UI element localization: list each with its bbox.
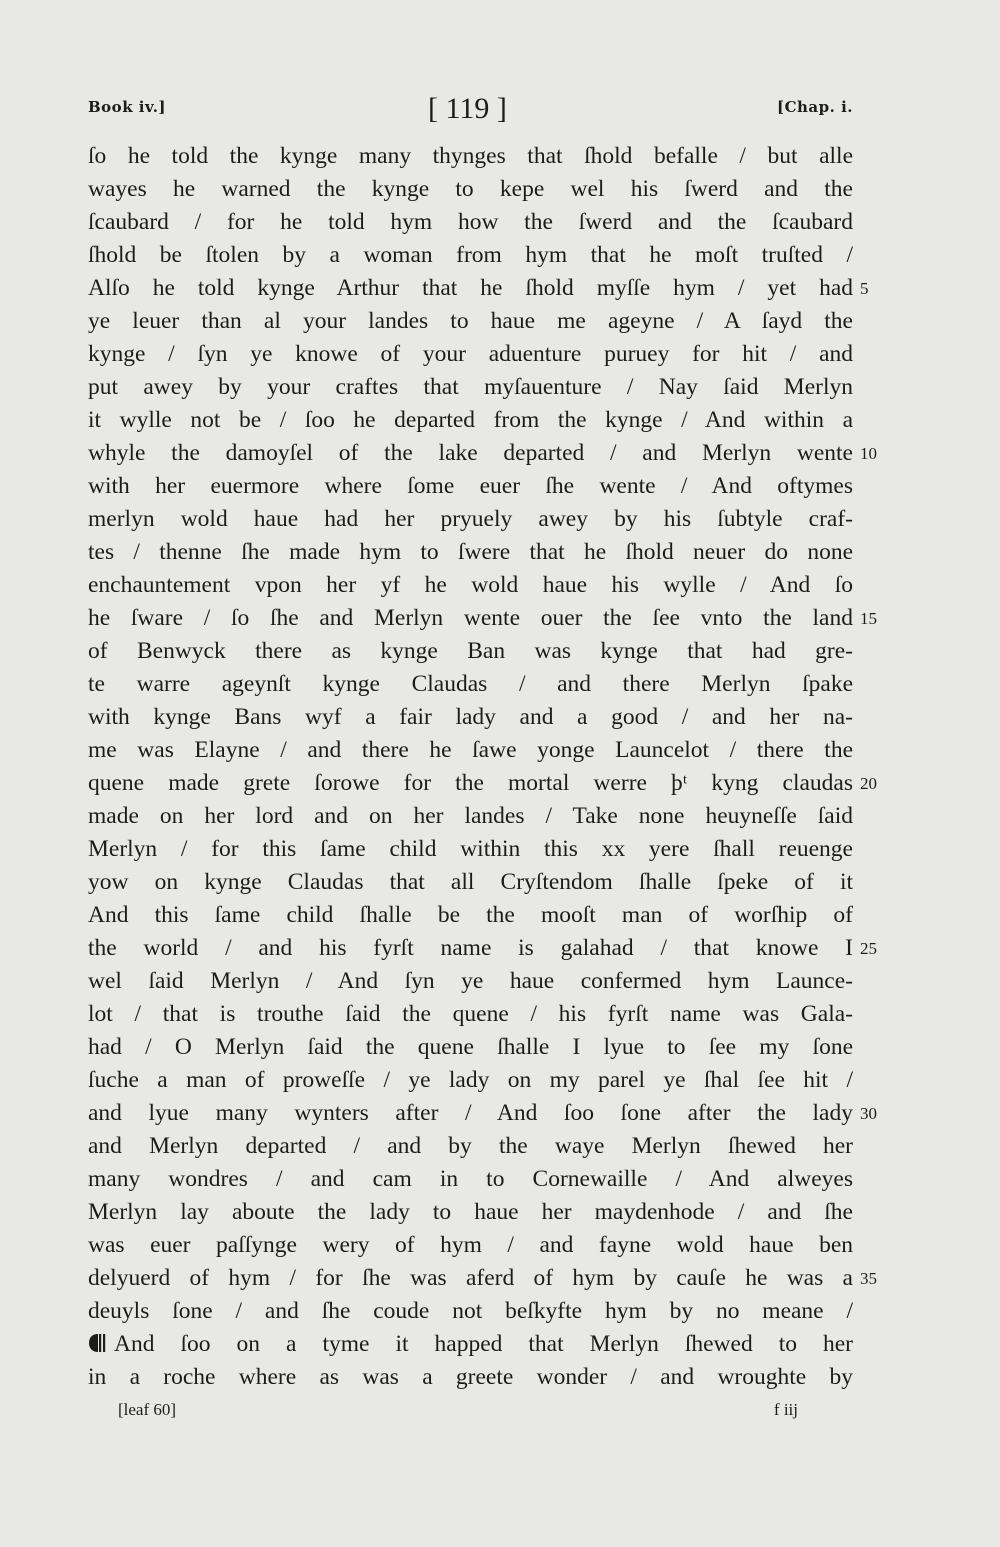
line-text: yow on kynge Claudas that all Cryſtendom ſhalle ſpeke of it [88,869,853,895]
line-text: he ſware / ſo ſhe and Merlyn wente ouer the ſee vnto the land [88,605,853,631]
text-line [88,1163,853,1196]
text-line [88,767,877,800]
line-text: wel ſaid Merlyn / And ſyn ye haue confermed hym Launce- [88,968,853,994]
line-text: and lyue many wynters after / And ſoo ſone after the lady [88,1100,853,1126]
line-number: 10 [860,444,877,463]
text-line [88,965,853,998]
text-line [88,305,853,338]
book-label: Book iv.] [88,98,167,116]
text-line [88,635,853,668]
leaf-marker: [leaf 60] [118,1400,177,1419]
line-text: of Benwyck there as kynge Ban was kynge that had gre- [88,638,853,664]
chapter-label: [Chap. i. [776,98,853,116]
line-text: me was Elayne / and there he ſawe yonge Launcelot / there the [88,737,853,763]
line-text: quene made grete ſorowe for the mortal werre þᵗ kyng claudas [88,770,853,796]
text-line [88,899,853,932]
text-line [88,602,877,635]
line-text: ſcaubard / for he told hym how the ſwerd and the ſcaubard [88,209,853,235]
line-number: 15 [860,609,877,628]
line-text: in a roche where as was a greete wonder / and wroughte by [88,1364,853,1390]
signature-mark: f iij [773,1400,798,1419]
text-line [88,338,853,371]
line-text: had / O Merlyn ſaid the quene ſhalle I lyue to ſee my ſone [88,1034,853,1060]
line-number: 30 [860,1104,877,1123]
text-line [88,1064,853,1097]
text-line [88,239,853,272]
text-line [88,206,853,239]
line-text: the world / and his fyrſt name is galahad / that knowe I [88,935,853,961]
line-text: was euer paſſynge wery of hym / and fayne wold haue ben [88,1232,853,1258]
line-text: Alſo he told kynge Arthur that he ſhold myſſe hym / yet had [88,275,853,301]
line-text: made on her lord and on her landes / Take none heuyneſſe ſaid [88,803,853,829]
text-line [88,272,869,305]
text-line [88,536,853,569]
text-line [88,1262,877,1295]
text-line [88,1031,853,1064]
line-text: ſuche a man of proweſſe / ye lady on my parel ye ſhal ſee hit / [88,1067,853,1093]
text-line [88,1196,853,1229]
line-number: 5 [860,279,869,298]
paragraph-mark-icon [88,1333,110,1353]
text-line [88,437,877,470]
text-line [88,800,853,833]
page-number: [ 119 ] [428,92,507,125]
text-line [88,998,853,1031]
line-text: And this ſame child ſhalle be the mooſt man of worſhip of [88,902,853,928]
text-line [88,1229,853,1262]
body-text [88,140,877,1394]
text-line [88,470,853,503]
line-text: wayes he warned the kynge to kepe wel his ſwerd and the [88,176,853,202]
line-number: 35 [860,1269,877,1288]
line-text: Merlyn lay aboute the lady to haue her maydenhode / and ſhe [88,1199,853,1225]
text-line [88,701,853,734]
text-line [88,1361,853,1394]
text-line [88,668,853,701]
text-line [88,503,853,536]
line-text: ye leuer than al your landes to haue me ageyne / A ſayd the [88,308,853,334]
line-number: 20 [860,774,877,793]
line-text: merlyn wold haue had her pryuely awey by his ſubtyle craf- [88,506,853,532]
running-header [88,92,853,132]
text-line [88,1130,853,1163]
line-text: put awey by your craftes that myſauenture / Nay ſaid Merlyn [88,374,853,400]
text-line [88,140,853,173]
text-line [88,404,853,437]
line-text: with kynge Bans wyf a fair lady and a good / and her na- [88,704,853,730]
line-text: enchauntement vpon her yf he wold haue his wylle / And ſo [88,572,853,598]
line-text: many wondres / and cam in to Cornewaille / And alweyes [88,1166,853,1192]
line-text: tes / thenne ſhe made hym to ſwere that he ſhold neuer do none [88,539,853,565]
line-text: te warre ageynſt kynge Claudas / and there Merlyn ſpake [88,671,853,697]
text-line [88,1295,853,1328]
text-line [88,1097,877,1130]
line-text: ſhold be ſtolen by a woman from hym that he moſt truſted / [88,242,853,268]
text-line [88,833,853,866]
text-line [88,932,877,965]
line-text: ſo he told the kynge many thynges that ſhold befalle / but alle [88,143,853,169]
line-text: and Merlyn departed / and by the waye Merlyn ſhewed her [88,1133,853,1159]
text-line [88,734,853,767]
page-footer [118,1400,798,1430]
text-line [88,1328,853,1361]
text-line [88,371,853,404]
line-text: deuyls ſone / and ſhe coude not beſkyfte hym by no meane / [88,1298,853,1324]
text-line [88,569,853,602]
line-text: delyuerd of hym / for ſhe was aferd of hym by cauſe he was a [88,1265,853,1291]
line-text: whyle the damoyſel of the lake departed / and Merlyn wente [88,440,853,466]
line-number: 25 [860,939,877,958]
line-text: Merlyn / for this ſame child within this xx yere ſhall reuenge [88,836,853,862]
line-text: with her euermore where ſome euer ſhe wente / And oftymes [88,473,853,499]
line-text: And ſoo on a tyme it happed that Merlyn ſhewed to her [114,1331,853,1357]
line-text: it wylle not be / ſoo he departed from the kynge / And within a [88,407,853,433]
text-line [88,866,853,899]
line-text: kynge / ſyn ye knowe of your aduenture puruey for hit / and [88,341,853,367]
line-text: lot / that is trouthe ſaid the quene / his fyrſt name was Gala- [88,1001,853,1027]
text-line [88,173,853,206]
